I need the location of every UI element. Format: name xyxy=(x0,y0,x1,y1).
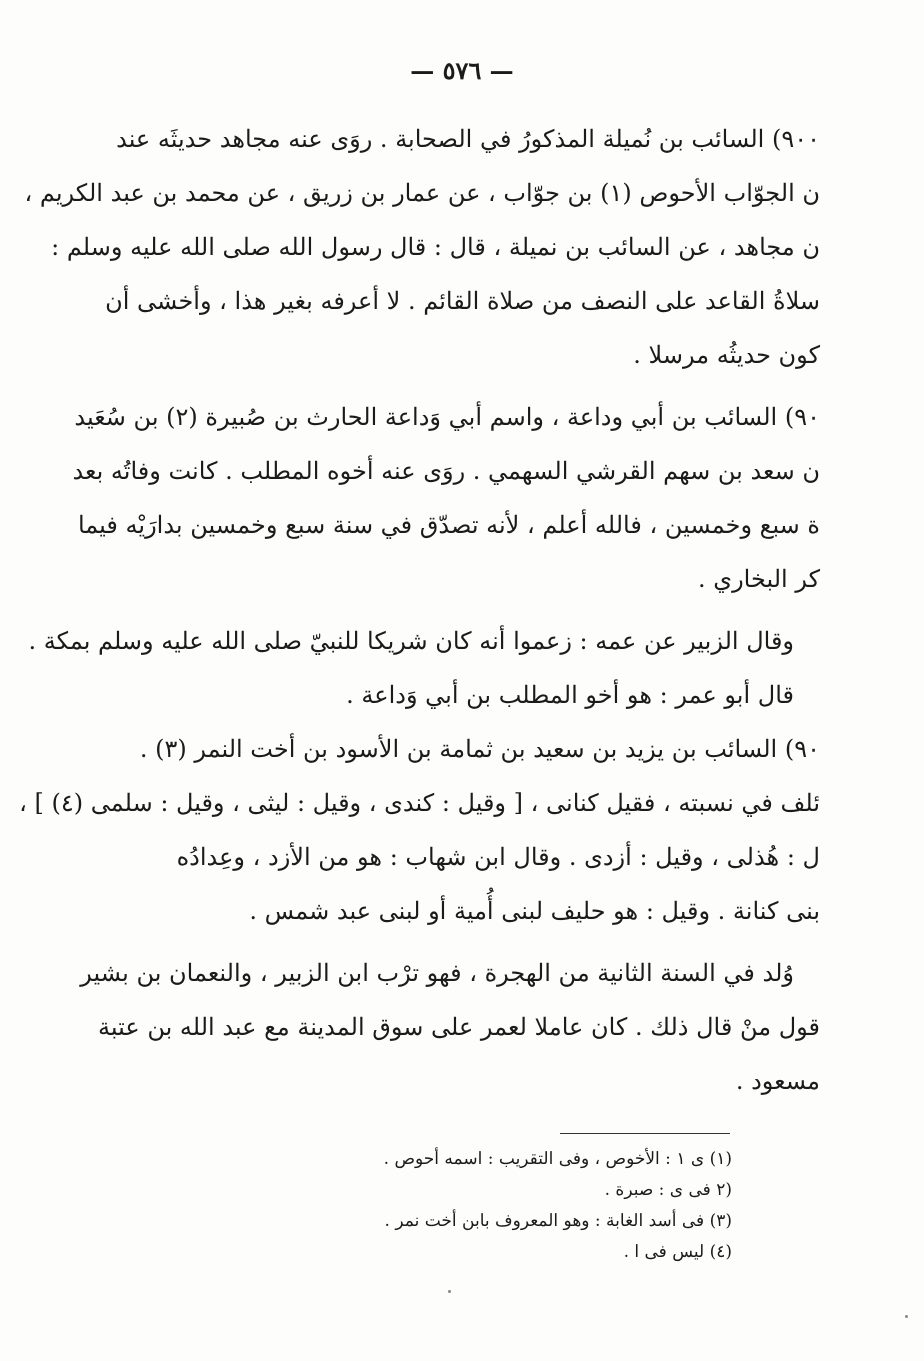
text-line: كر البخاري . xyxy=(698,565,820,593)
footnote: (٣) فى أسد الغابة : وهو المعروف بابن أخت نمر . xyxy=(384,1211,732,1231)
text-line: ن سعد بن سهم القرشي السهمي . روَى عنه أخوه المطلب . كانت وفاتُه بعد xyxy=(72,457,820,485)
text-line: وقال الزبير عن عمه : زعموا أنه كان شريكا للنبيّ صلى الله عليه وسلم بمكة . xyxy=(28,627,794,655)
text-line: ن الجوّاب الأحوص (١) بن جوّاب ، عن عمار بن زريق ، عن محمد بن عبد الكريم ، xyxy=(24,179,820,207)
main-text xyxy=(19,112,820,1108)
text-line: سلاةُ القاعد على النصف من صلاة القائم . لا أعرفه بغير هذا ، وأخشى أن xyxy=(105,287,820,315)
text-line: كون حديثُه مرسلا . xyxy=(633,341,820,369)
text-line: ٩٠) السائب بن يزيد بن سعيد بن ثمامة بن الأسود بن أخت النمر (٣) . xyxy=(139,735,820,763)
page-number: — ٥٧٦ — xyxy=(410,56,514,85)
text-line: ة سبع وخمسين ، فالله أعلم ، لأنه تصدّق في سنة سبع وخمسين بدارَيْه فيما xyxy=(77,511,820,539)
text-line: ئلف في نسبته ، فقيل كنانى ، [ وقيل : كندى ، وقيل : ليثى ، وقيل : سلمى (٤) ] ، xyxy=(19,789,820,817)
footnote: (٢ فى ى : صبرة . xyxy=(604,1180,732,1200)
text-line: بنى كنانة . وقيل : هو حليف لبنى أُمية أو لبنى عبد شمس . xyxy=(249,897,820,925)
paper-speck xyxy=(905,1315,908,1318)
text-line: قول منْ قال ذلك . كان عاملا لعمر على سوق المدينة مع عبد الله بن عتبة xyxy=(98,1013,820,1041)
footnote: (١) ى ١ : الأخوص ، وفى التقريب : اسمه أحوص . xyxy=(383,1149,732,1169)
footnote-divider xyxy=(560,1133,730,1134)
text-line: ل : هُذلى ، وقيل : أزدى . وقال ابن شهاب : هو من الأزد ، وعِدادُه xyxy=(176,843,820,871)
paper-speck xyxy=(448,1290,451,1293)
text-line: مسعود . xyxy=(735,1067,820,1095)
footnote: (٤) ليس فى ا . xyxy=(623,1242,732,1262)
text-line: قال أبو عمر : هو أخو المطلب بن أبي وَداعة . xyxy=(346,681,794,709)
text-line: ن مجاهد ، عن السائب بن نميلة ، قال : قال رسول الله صلى الله عليه وسلم : xyxy=(51,233,820,261)
footnotes xyxy=(300,1144,732,1268)
text-line: ٩٠) السائب بن أبي وداعة ، واسم أبي وَداعة الحارث بن صُبيرة (٢) بن سُعَيد xyxy=(74,403,820,431)
text-line: ٩٠٠) السائب بن نُميلة المذكورُ في الصحابة . روَى عنه مجاهد حديثَه عند xyxy=(116,125,820,153)
text-line: وُلد في السنة الثانية من الهجرة ، فهو ترْب ابن الزبير ، والنعمان بن بشير xyxy=(80,959,794,987)
